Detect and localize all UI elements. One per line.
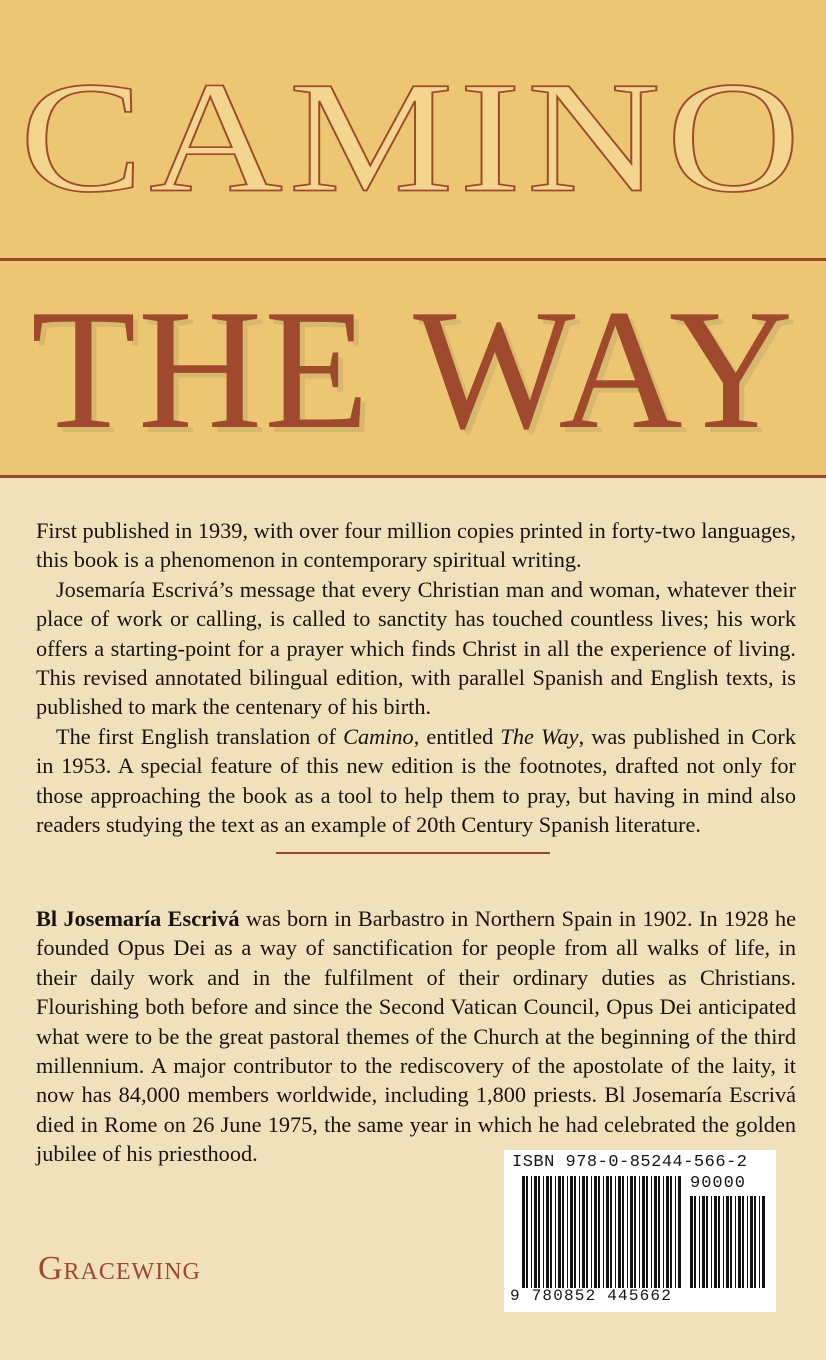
barcode-bar [663,1176,664,1288]
author-biography [36,904,796,1169]
barcode-bar [747,1196,748,1288]
barcode-bar [562,1176,564,1288]
band-bottom-rule [0,475,826,478]
barcode-bar [651,1176,652,1288]
barcode-bar [754,1196,756,1288]
barcode-bar [570,1176,573,1288]
barcode-bar [634,1176,636,1288]
book-title-the-way: The Way [500,723,579,749]
barcode-bar [735,1196,736,1288]
barcode-bar [723,1196,724,1288]
para3-text: , entitled [413,723,501,749]
section-separator [276,852,550,854]
barcode-bar [690,1196,693,1288]
barcode-bar [555,1176,556,1288]
barcode-bar [579,1176,580,1288]
barcode-bar [574,1176,576,1288]
para3-text: The first English translation of [56,723,344,749]
barcode-bar [522,1176,525,1288]
barcode-bar [646,1176,648,1288]
barcode-bar [582,1176,585,1288]
book-description [36,516,796,839]
barcode-bar [550,1176,552,1288]
barcode-bar [598,1176,600,1288]
barcode-bar [730,1196,732,1288]
barcode-bar [670,1176,672,1288]
barcode-bar [711,1196,712,1288]
barcode-label [504,1150,776,1312]
barcode-bar [630,1176,633,1288]
barcode-bar [675,1176,676,1288]
barcode-bar [591,1176,592,1288]
barcode-bar [594,1176,597,1288]
barcode-bar [742,1196,744,1288]
barcode-bar [658,1176,660,1288]
barcode-bar [726,1196,729,1288]
barcode-bar [534,1176,537,1288]
barcode-bar [738,1196,741,1288]
description-paragraph-3 [36,722,796,840]
barcode-bar [538,1176,540,1288]
barcode-bar [558,1176,561,1288]
barcode-bar [622,1176,624,1288]
barcode-bar [666,1176,669,1288]
barcode-bar [618,1176,621,1288]
title-the-way: THE WAY [30,275,796,465]
barcode-bar [610,1176,612,1288]
description-paragraph-2: Josemaría Escrivá’s message that every Christian man and woman, whatever their place of work or calling, is called to sanctity has touched countless lives; his work offers a starting-point for a prayer which finds Christ in all the experience of living. This revised annotated bilingual edition, with parallel Spanish and English texts, is published to mark the centenary of his birth. [36,576,796,720]
book-title-camino: Camino [343,723,414,749]
barcode-bar [706,1196,708,1288]
publisher-logo: Gracewing [38,1250,201,1287]
barcode-bar [642,1176,645,1288]
barcode-bar [694,1196,696,1288]
isbn-text: ISBN 978-0-85244-566-2 [512,1153,748,1172]
barcode-bar [567,1176,568,1288]
barcode-bar [615,1176,616,1288]
biography-text: was born in Barbastro in Northern Spain in 1902. In 1928 he founded Opus Dei as a way of sanctification for people from all walks of life, in their daily work and in the fulfilment of their ordinary duties as Christians. Flourishing both before and since the Second Vatican Council, Opus Dei anticipated what were to be the great pastoral themes of the Church at the beginning of the third millennium. A major contributor to the rediscovery of the apostolate of the laity, it now has 84,000 members worldwide, including 1,800 priests. Bl Josemaría Escrivá died in Rome on 26 June 1975, the same year in which he had celebrated the golden jubilee of his priesthood. [36,906,796,1167]
barcode-bar [531,1176,532,1288]
title-divider [0,258,826,261]
barcode-bar [750,1196,753,1288]
para3-text: , was published in Cork in 1953. A special feature of this new edition is the footnotes, drafted not only for those approaching the book as a tool to help them to pray, but having in mind also readers studying the text as an example of 20th Century Spanish literature. [36,723,797,838]
barcode-bar [627,1176,628,1288]
barcode-bar [639,1176,640,1288]
barcode-bar [654,1176,657,1288]
barcode-bar [543,1176,544,1288]
author-name: Bl Josemaría Escrivá [36,906,240,931]
title-camino: CAMINO [19,49,807,226]
barcode-bar [586,1176,588,1288]
barcode-bar [702,1196,705,1288]
barcode-bar [759,1196,760,1288]
barcode-bar [678,1176,681,1288]
ean-digits: 9 780852 445662 [510,1287,673,1305]
barcode-bar [718,1196,720,1288]
barcode-bar [699,1196,700,1288]
barcode-bar [606,1176,609,1288]
description-paragraph-1: First published in 1939, with over four million copies printed in forty-two languages, this book is a phenomenon in contemporary spiritual writing. [36,518,796,573]
barcode-bar [526,1176,528,1288]
price-code: 90000 [690,1174,747,1193]
barcode-bar [762,1196,765,1288]
barcode-bar [603,1176,604,1288]
barcode-bar [546,1176,549,1288]
barcode-bar [714,1196,717,1288]
